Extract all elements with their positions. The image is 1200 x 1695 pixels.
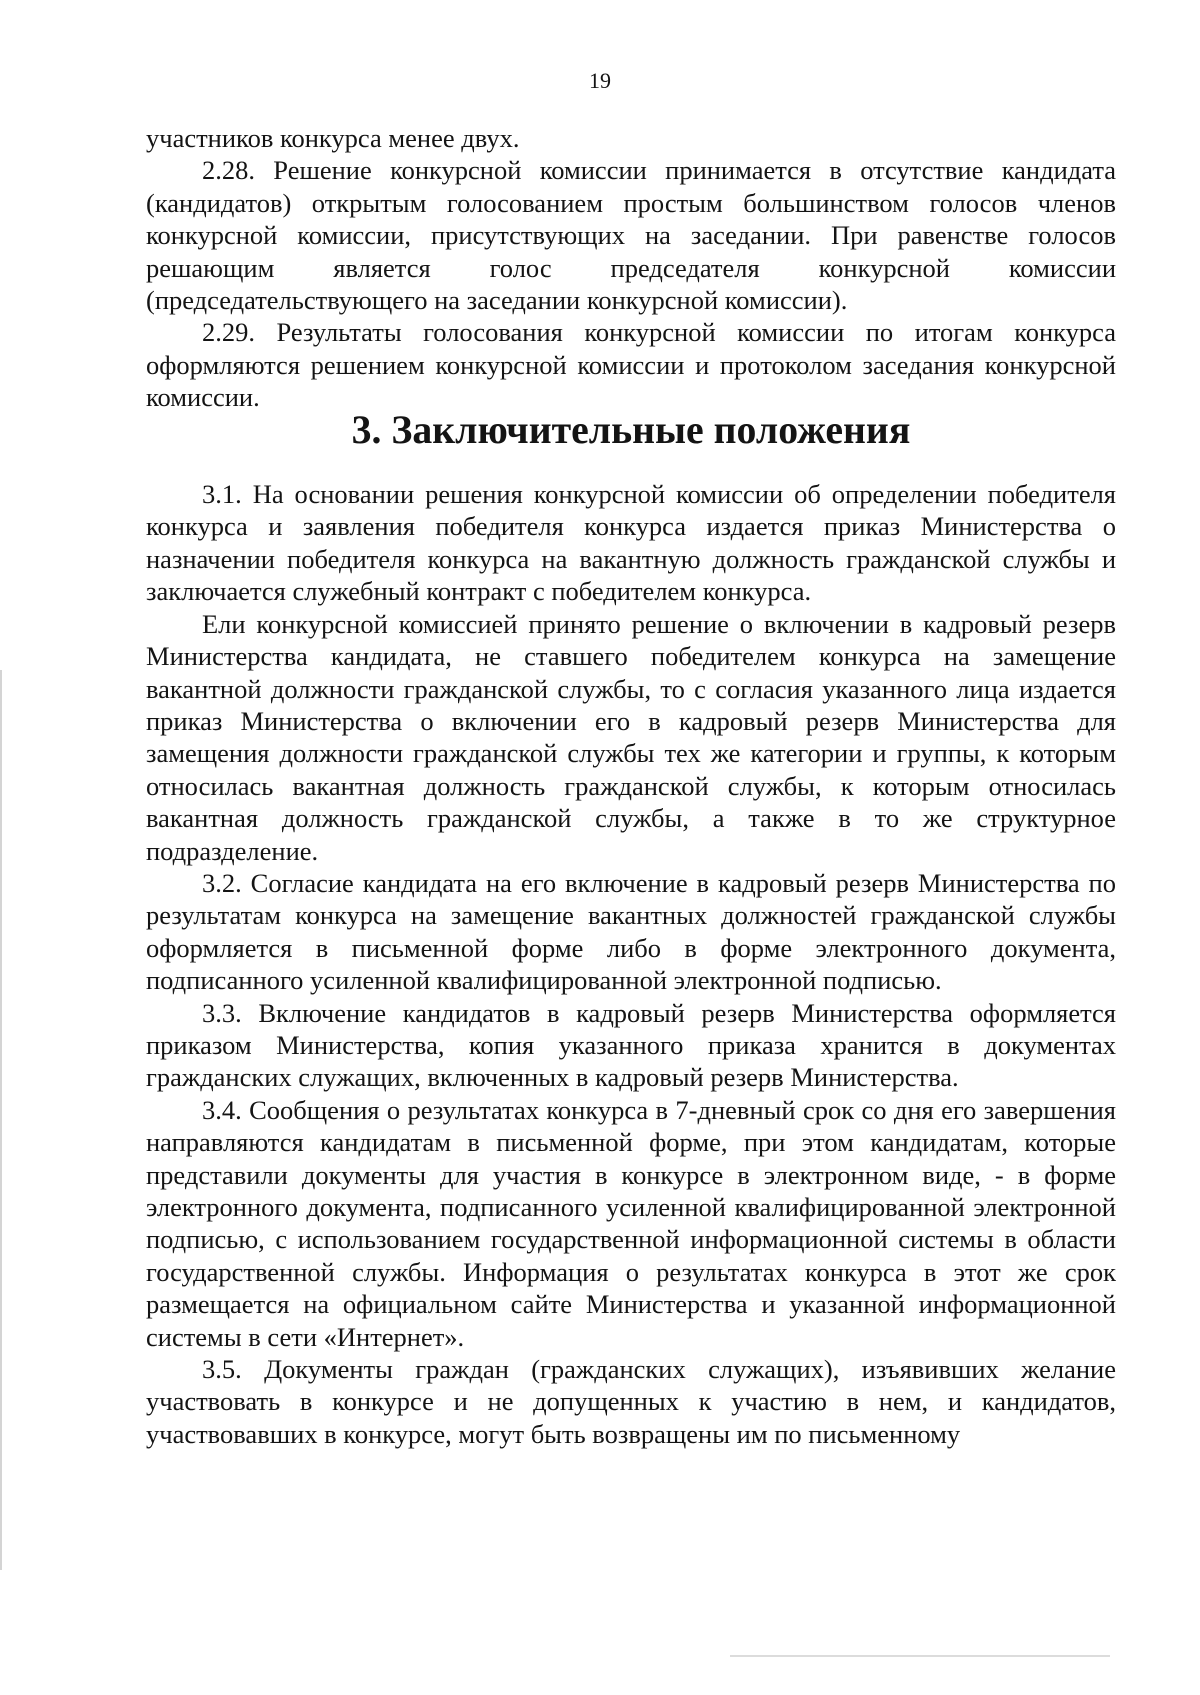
scan-line-mark	[730, 1655, 1110, 1657]
paragraph-3-2: 3.2. Согласие кандидата на его включение в кадровый резерв Министерства по результатам конкурса на замещение вакантных должностей гражданской службы оформляется в письменной форме либо в форме электронного документа, подписанного усиленной квалифицированной электронной подписью.	[146, 867, 1116, 996]
paragraph-3-1-continued: Ели конкурсной комиссией принято решение о включении в кадровый резерв Министерства кандидата, не ставшего победителем конкурса на замещение вакантной должности гражданской службы, то с согласия указанного лица издается приказ Министерства о включении его в кадровый резерв Министерства для замещения должности гражданской службы тех же категории и группы, к которым относилась вакантная должность гражданской службы, к которым относилась вакантная должность гражданской службы, а также в то же структурное подразделение.	[146, 608, 1116, 866]
page-number: 19	[589, 68, 611, 93]
document-body	[146, 122, 1116, 1450]
paragraph-3-4: 3.4. Сообщения о результатах конкурса в 7-дневный срок со дня его завершения направляются кандидатам в письменной форме, при этом кандидатам, которые представили документы для участия в конкурсе в электронном виде, - в форме электронного документа, подписанного усиленной квалифицированной электронной подписью, с использованием государственной информационной системы в области государственной службы. Информация о результатах конкурса в этот же срок размещается на официальном сайте Министерства и указанной информационной системы в сети «Интернет».	[146, 1094, 1116, 1352]
paragraph-3-5: 3.5. Документы граждан (гражданских служащих), изъявивших желание участвовать в конкурсе и не допущенных к участию в нем, и кандидатов, участвовавших в конкурсе, могут быть возвращены им по письменному	[146, 1354, 1116, 1449]
paragraph-3-3: 3.3. Включение кандидатов в кадровый резерв Министерства оформляется приказом Министерства, копия указанного приказа хранится в документах гражданских служащих, включенных в кадровый резерв Министерства.	[146, 997, 1116, 1093]
paragraph-3-1: 3.1. На основании решения конкурсной комиссии об определении победителя конкурса и заявления победителя конкурса издается приказ Министерства о назначении победителя конкурса на вакантную должность гражданской службы и заключается служебный контракт с победителем конкурса.	[146, 479, 1116, 607]
paragraph-2-29: 2.29. Результаты голосования конкурсной комиссии по итогам конкурса оформляются решением конкурсной комиссии и протоколом заседания конкурсной комиссии.	[146, 317, 1116, 413]
paragraph-carry-over: участников конкурса менее двух.	[146, 123, 520, 153]
section-heading-3: 3. Заключительные положения	[351, 407, 911, 452]
scan-edge-mark	[0, 670, 2, 1570]
paragraph-2-28: 2.28. Решение конкурсной комиссии принимается в отсутствие кандидата (кандидатов) открытым голосованием простым большинством голосов членов конкурсной комиссии, присутствующих на заседании. При равенстве голосов решающим является голос председателя конкурсной комиссии (председательствующего на заседании конкурсной комиссии).	[146, 155, 1116, 316]
